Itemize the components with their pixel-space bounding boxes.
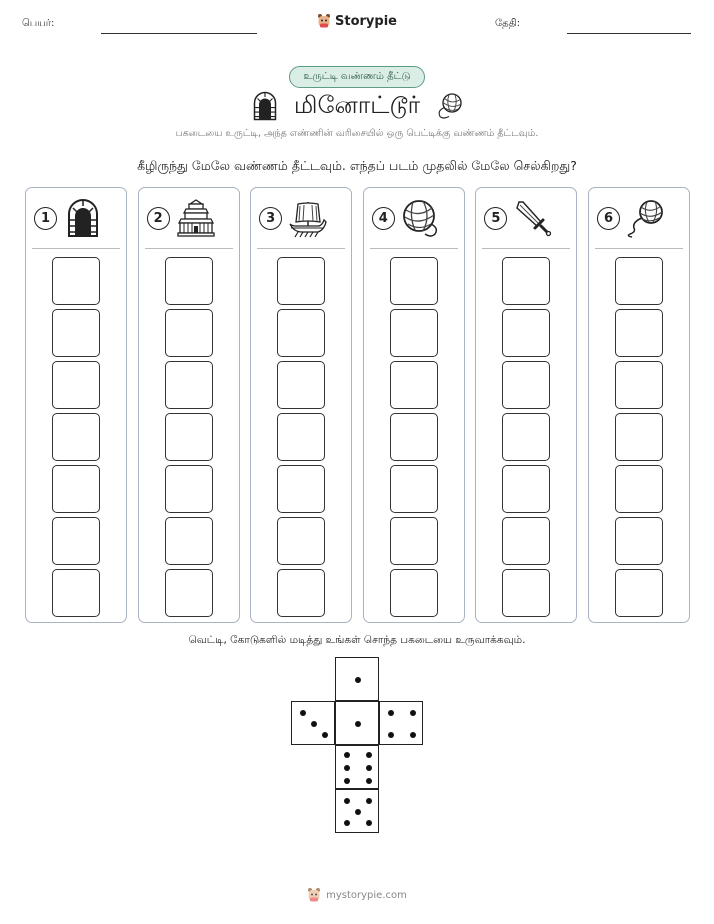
color-box[interactable]: [390, 413, 438, 461]
color-box[interactable]: [52, 569, 100, 617]
die-pip: [344, 820, 350, 826]
die-pip: [366, 765, 372, 771]
column-5: [475, 187, 577, 623]
subtitle: பகடையை உருட்டி, அந்த எண்ணின் வரிசையில் ஒரு பெட்டிக்கு வண்ணம் தீட்டவும்.: [175, 128, 539, 139]
storypie-logo: [0, 13, 714, 29]
color-box[interactable]: [277, 257, 325, 305]
color-box[interactable]: [277, 309, 325, 357]
temple-icon: [176, 198, 216, 238]
color-box[interactable]: [502, 413, 550, 461]
column-4: [363, 187, 465, 623]
column-3: [250, 187, 352, 623]
color-box[interactable]: [277, 517, 325, 565]
die-pip: [344, 798, 350, 804]
yarn-ball-icon: [434, 91, 464, 121]
color-box[interactable]: [615, 309, 663, 357]
die-pip: [388, 710, 394, 716]
color-box[interactable]: [165, 569, 213, 617]
color-box[interactable]: [390, 257, 438, 305]
sword-icon: [513, 198, 553, 238]
galley-ship-icon: [288, 198, 328, 238]
die-pip: [300, 710, 306, 716]
color-box[interactable]: [165, 309, 213, 357]
die-pip: [410, 710, 416, 716]
color-box[interactable]: [502, 361, 550, 409]
color-box[interactable]: [165, 361, 213, 409]
die-pip: [355, 809, 361, 815]
die-pip: [366, 778, 372, 784]
color-box[interactable]: [52, 413, 100, 461]
date-line[interactable]: [567, 33, 691, 34]
color-box[interactable]: [277, 465, 325, 513]
color-box[interactable]: [615, 257, 663, 305]
column-2: [138, 187, 240, 623]
die-face-5: [335, 789, 379, 833]
footer-url: mystorypie.com: [326, 889, 407, 901]
name-line[interactable]: [101, 33, 257, 34]
die-pip: [366, 798, 372, 804]
color-box[interactable]: [502, 517, 550, 565]
die-pip: [344, 778, 350, 784]
die-face-4: [379, 701, 423, 745]
die-pip: [355, 721, 361, 727]
color-box[interactable]: [390, 309, 438, 357]
color-box[interactable]: [277, 361, 325, 409]
color-box[interactable]: [502, 569, 550, 617]
color-box[interactable]: [615, 517, 663, 565]
color-box[interactable]: [52, 517, 100, 565]
color-box[interactable]: [615, 465, 663, 513]
die-face-1: [335, 657, 379, 701]
color-box[interactable]: [165, 257, 213, 305]
yarn-thread-icon: [626, 198, 666, 238]
color-box[interactable]: [52, 465, 100, 513]
title-row: [0, 88, 714, 124]
page-title: மினோட்டூர்: [293, 90, 421, 119]
column-number: 6: [597, 207, 620, 230]
color-box[interactable]: [615, 361, 663, 409]
die-pip: [322, 732, 328, 738]
name-label: பெயர்:: [22, 18, 55, 29]
color-box[interactable]: [390, 465, 438, 513]
die-pip: [344, 765, 350, 771]
column-number: 1: [34, 207, 57, 230]
color-box[interactable]: [52, 309, 100, 357]
die-face-2: [291, 701, 335, 745]
color-box[interactable]: [390, 517, 438, 565]
color-box[interactable]: [390, 361, 438, 409]
question: கீழிருந்து மேலே வண்ணம் தீட்டவும். எந்தப் படம் முதலில் மேலே செல்கிறது?: [137, 158, 577, 173]
column-1: [25, 187, 127, 623]
color-box[interactable]: [277, 569, 325, 617]
cutout-instruction: வெட்டி, கோடுகளில் மடித்து உங்கள் சொந்த பகடையை உருவாக்கவும்.: [188, 634, 526, 646]
color-box[interactable]: [502, 257, 550, 305]
color-box[interactable]: [502, 309, 550, 357]
footer: [0, 887, 714, 903]
stone-archway-icon: [250, 91, 280, 121]
brand-name: Storypie: [335, 13, 397, 29]
date-label: தேதி:: [495, 18, 521, 29]
color-box[interactable]: [615, 569, 663, 617]
die-pip: [311, 721, 317, 727]
color-box[interactable]: [165, 465, 213, 513]
color-box[interactable]: [165, 413, 213, 461]
die-pip: [410, 732, 416, 738]
color-box[interactable]: [52, 361, 100, 409]
column-number: 4: [372, 207, 395, 230]
storypie-mascot-icon: [307, 887, 321, 903]
column-6: [588, 187, 690, 623]
roll-and-color-grid: [25, 187, 690, 623]
yarn-ball-icon: [401, 198, 441, 238]
stone-archway-icon: [63, 198, 103, 238]
color-box[interactable]: [165, 517, 213, 565]
color-box[interactable]: [52, 257, 100, 305]
color-box[interactable]: [277, 413, 325, 461]
column-number: 3: [259, 207, 282, 230]
die-face-1b: [335, 701, 379, 745]
die-pip: [366, 752, 372, 758]
activity-badge: உருட்டி வண்ணம் தீட்டு: [289, 66, 425, 88]
color-box[interactable]: [615, 413, 663, 461]
die-face-6: [335, 745, 379, 789]
color-box[interactable]: [502, 465, 550, 513]
die-pip: [388, 732, 394, 738]
die-pip: [355, 677, 361, 683]
color-box[interactable]: [390, 569, 438, 617]
column-number: 2: [147, 207, 170, 230]
die-pip: [366, 820, 372, 826]
storypie-mascot-icon: [317, 13, 331, 29]
column-number: 5: [484, 207, 507, 230]
die-pip: [344, 752, 350, 758]
